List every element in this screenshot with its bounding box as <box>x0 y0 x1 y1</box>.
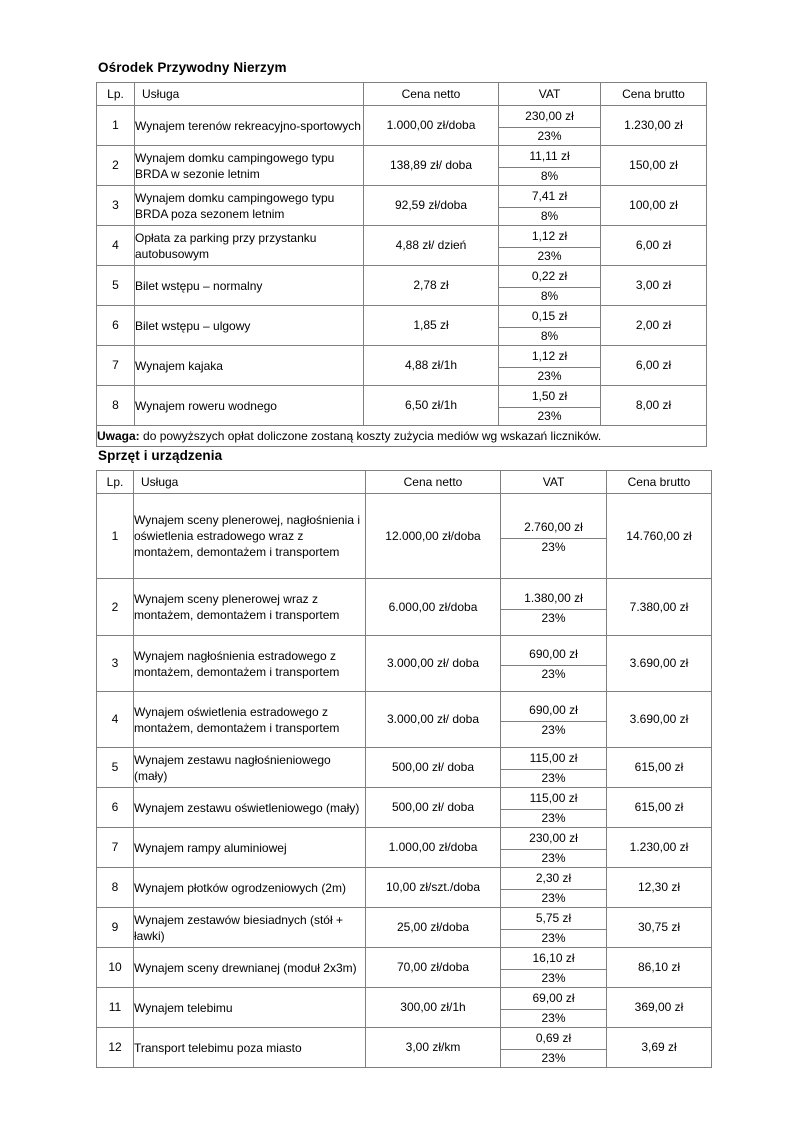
cell-usluga: Wynajem zestawu nagłośnieniowego (mały) <box>134 748 366 788</box>
table-row <box>97 346 707 386</box>
column-header-vat: VAT <box>501 471 607 494</box>
cell-vat-rate: 8% <box>540 329 559 343</box>
cell-vat-rate: 23% <box>537 129 562 143</box>
cell-vat-amount: 690,00 zł <box>501 644 606 666</box>
cell-vat-amount: 0,69 zł <box>501 1028 606 1050</box>
table-note <box>97 426 707 447</box>
cell-vat-amount: 5,75 zł <box>501 908 606 930</box>
section-sprzet-i-urzadzenia <box>96 448 711 1068</box>
cell-usluga: Wynajem rampy aluminiowej <box>134 828 366 868</box>
cell-lp: 6 <box>97 788 134 828</box>
cell-lp: 6 <box>97 306 135 346</box>
cell-usluga: Wynajem telebimu <box>134 988 366 1028</box>
cell-lp: 11 <box>97 988 134 1028</box>
cell-vat <box>501 788 607 828</box>
cell-vat-amount: 230,00 zł <box>499 106 600 128</box>
table-row <box>97 788 712 828</box>
cell-cena-brutto: 8,00 zł <box>601 386 707 426</box>
cell-cena-netto: 500,00 zł/ doba <box>366 748 501 788</box>
cell-cena-netto: 1.000,00 zł/doba <box>366 828 501 868</box>
table-row <box>97 186 707 226</box>
table-row <box>97 908 712 948</box>
cell-usluga: Wynajem płotków ogrodzeniowych (2m) <box>134 868 366 908</box>
cell-vat <box>499 306 601 346</box>
cell-vat-rate: 8% <box>540 209 559 223</box>
table-row <box>97 748 712 788</box>
cell-vat <box>501 1028 607 1068</box>
cell-cena-netto: 6,50 zł/1h <box>364 386 499 426</box>
table-row <box>97 692 712 748</box>
cell-lp: 1 <box>97 494 134 579</box>
cell-usluga: Bilet wstępu – normalny <box>135 266 364 306</box>
column-header-cena-brutto: Cena brutto <box>607 471 712 494</box>
cell-lp: 7 <box>97 828 134 868</box>
cell-cena-brutto: 6,00 zł <box>601 226 707 266</box>
cell-vat-amount: 230,00 zł <box>501 828 606 850</box>
price-table-osrodek <box>96 82 707 447</box>
cell-vat-amount: 0,22 zł <box>499 266 600 288</box>
cell-vat-rate: 23% <box>541 610 566 625</box>
cell-vat <box>501 988 607 1028</box>
cell-vat <box>501 828 607 868</box>
cell-cena-brutto: 150,00 zł <box>601 146 707 186</box>
table-row <box>97 828 712 868</box>
cell-lp: 5 <box>97 748 134 788</box>
cell-cena-netto: 500,00 zł/ doba <box>366 788 501 828</box>
cell-vat-rate: 23% <box>541 771 566 785</box>
cell-cena-brutto: 12,30 zł <box>607 868 712 908</box>
price-table-sprzet <box>96 470 712 1068</box>
cell-cena-netto: 300,00 zł/1h <box>366 988 501 1028</box>
section-osrodek-przywodny-nierzym <box>96 60 706 447</box>
cell-lp: 8 <box>97 868 134 908</box>
cell-usluga: Wynajem sceny drewnianej (moduł 2x3m) <box>134 948 366 988</box>
cell-usluga: Wynajem domku campingowego typu BRDA w sezonie letnim <box>135 146 364 186</box>
cell-vat <box>499 186 601 226</box>
cell-vat-rate: 23% <box>541 667 566 681</box>
cell-vat-amount: 1,12 zł <box>499 346 600 368</box>
cell-cena-netto: 4,88 zł/1h <box>364 346 499 386</box>
cell-vat <box>499 386 601 426</box>
cell-vat-amount: 690,00 zł <box>501 700 606 722</box>
cell-vat-rate: 23% <box>541 971 566 985</box>
cell-vat-rate: 23% <box>541 539 566 554</box>
cell-vat-amount: 1,12 zł <box>499 226 600 248</box>
column-header-cena-brutto: Cena brutto <box>601 83 707 106</box>
cell-cena-netto: 1,85 zł <box>364 306 499 346</box>
cell-lp: 3 <box>97 186 135 226</box>
cell-cena-brutto: 3,00 zł <box>601 266 707 306</box>
cell-cena-brutto: 86,10 zł <box>607 948 712 988</box>
cell-lp: 4 <box>97 226 135 266</box>
cell-cena-netto: 2,78 zł <box>364 266 499 306</box>
column-header-vat: VAT <box>499 83 601 106</box>
table-row <box>97 636 712 692</box>
cell-usluga: Wynajem sceny plenerowej, nagłośnienia i oświetlenia estradowego wraz z montażem, demontażem i transportem <box>134 494 366 579</box>
cell-cena-brutto: 2,00 zł <box>601 306 707 346</box>
cell-cena-netto: 1.000,00 zł/doba <box>364 106 499 146</box>
cell-usluga: Wynajem roweru wodnego <box>135 386 364 426</box>
table-row <box>97 948 712 988</box>
cell-vat-amount: 7,41 zł <box>499 186 600 208</box>
cell-vat-rate: 23% <box>537 249 562 263</box>
note-text: do powyższych opłat doliczone zostaną koszty zużycia mediów wg wskazań liczników. <box>139 429 602 443</box>
cell-lp: 3 <box>97 636 134 692</box>
cell-usluga: Transport telebimu poza miasto <box>134 1028 366 1068</box>
column-header-cena-netto: Cena netto <box>366 471 501 494</box>
cell-vat <box>499 146 601 186</box>
cell-cena-netto: 6.000,00 zł/doba <box>366 579 501 636</box>
cell-vat <box>501 636 607 692</box>
cell-vat <box>499 226 601 266</box>
cell-vat <box>501 494 607 579</box>
cell-lp: 5 <box>97 266 135 306</box>
table-row <box>97 266 707 306</box>
cell-vat-amount: 69,00 zł <box>501 988 606 1010</box>
table-row <box>97 306 707 346</box>
cell-cena-brutto: 7.380,00 zł <box>607 579 712 636</box>
cell-vat-rate: 8% <box>540 289 559 303</box>
cell-cena-brutto: 369,00 zł <box>607 988 712 1028</box>
cell-vat-rate: 23% <box>541 811 566 825</box>
cell-cena-netto: 92,59 zł/doba <box>364 186 499 226</box>
table-note-row <box>97 426 707 447</box>
cell-cena-brutto: 615,00 zł <box>607 748 712 788</box>
cell-usluga: Wynajem sceny plenerowej wraz z montażem, demontażem i transportem <box>134 579 366 636</box>
cell-lp: 2 <box>97 579 134 636</box>
cell-vat <box>501 579 607 636</box>
table-row <box>97 494 712 579</box>
note-label: Uwaga: <box>97 429 140 443</box>
cell-vat <box>501 908 607 948</box>
cell-cena-netto: 3.000,00 zł/ doba <box>366 636 501 692</box>
cell-cena-netto: 70,00 zł/doba <box>366 948 501 988</box>
cell-lp: 10 <box>97 948 134 988</box>
table-row <box>97 579 712 636</box>
column-header-lp: Lp. <box>97 83 135 106</box>
cell-vat-amount: 115,00 zł <box>501 788 606 810</box>
table-row <box>97 988 712 1028</box>
cell-vat-rate: 23% <box>537 409 562 423</box>
cell-vat-amount: 2.760,00 zł <box>501 517 606 539</box>
table-row <box>97 1028 712 1068</box>
cell-vat-amount: 1.380,00 zł <box>501 588 606 610</box>
cell-vat-rate: 23% <box>541 1051 566 1065</box>
cell-vat <box>501 692 607 748</box>
cell-vat-rate: 23% <box>541 851 566 865</box>
cell-cena-brutto: 6,00 zł <box>601 346 707 386</box>
cell-cena-brutto: 3.690,00 zł <box>607 692 712 748</box>
cell-cena-netto: 25,00 zł/doba <box>366 908 501 948</box>
cell-vat-rate: 23% <box>541 931 566 945</box>
cell-vat-amount: 16,10 zł <box>501 948 606 970</box>
cell-cena-brutto: 100,00 zł <box>601 186 707 226</box>
column-header-lp: Lp. <box>97 471 134 494</box>
cell-vat <box>499 266 601 306</box>
cell-usluga: Wynajem kajaka <box>135 346 364 386</box>
cell-usluga: Opłata za parking przy przystanku autobusowym <box>135 226 364 266</box>
cell-cena-brutto: 30,75 zł <box>607 908 712 948</box>
section-title-1: Ośrodek Przywodny Nierzym <box>98 60 287 75</box>
table-row <box>97 106 707 146</box>
cell-vat-amount: 115,00 zł <box>501 748 606 770</box>
cell-vat-rate: 23% <box>541 723 566 737</box>
cell-usluga: Wynajem terenów rekreacyjno-sportowych <box>135 106 364 146</box>
cell-cena-brutto: 615,00 zł <box>607 788 712 828</box>
cell-vat-rate: 23% <box>537 369 562 383</box>
cell-usluga: Bilet wstępu – ulgowy <box>135 306 364 346</box>
cell-cena-brutto: 14.760,00 zł <box>607 494 712 579</box>
cell-vat-rate: 23% <box>541 891 566 905</box>
cell-usluga: Wynajem domku campingowego typu BRDA poza sezonem letnim <box>135 186 364 226</box>
cell-vat-amount: 1,50 zł <box>499 386 600 408</box>
cell-cena-netto: 4,88 zł/ dzień <box>364 226 499 266</box>
cell-vat-rate: 23% <box>541 1011 566 1025</box>
cell-usluga: Wynajem nagłośnienia estradowego z montażem, demontażem i transportem <box>134 636 366 692</box>
cell-cena-netto: 3,00 zł/km <box>366 1028 501 1068</box>
cell-cena-netto: 10,00 zł/szt./doba <box>366 868 501 908</box>
cell-usluga: Wynajem oświetlenia estradowego z montażem, demontażem i transportem <box>134 692 366 748</box>
column-header-usluga: Usługa <box>134 471 366 494</box>
cell-cena-brutto: 3,69 zł <box>607 1028 712 1068</box>
column-header-cena-netto: Cena netto <box>364 83 499 106</box>
cell-lp: 9 <box>97 908 134 948</box>
cell-vat-amount: 11,11 zł <box>499 146 600 168</box>
cell-usluga: Wynajem zestawów biesiadnych (stół + ławki) <box>134 908 366 948</box>
cell-lp: 1 <box>97 106 135 146</box>
cell-lp: 4 <box>97 692 134 748</box>
table-row <box>97 226 707 266</box>
cell-vat <box>501 948 607 988</box>
cell-cena-netto: 12.000,00 zł/doba <box>366 494 501 579</box>
cell-lp: 12 <box>97 1028 134 1068</box>
cell-lp: 2 <box>97 146 135 186</box>
cell-vat-amount: 0,15 zł <box>499 306 600 328</box>
cell-cena-brutto: 1.230,00 zł <box>607 828 712 868</box>
column-header-usluga: Usługa <box>135 83 364 106</box>
cell-cena-netto: 138,89 zł/ doba <box>364 146 499 186</box>
cell-cena-brutto: 3.690,00 zł <box>607 636 712 692</box>
table-header-row <box>97 471 712 494</box>
cell-vat <box>501 748 607 788</box>
section-title-2: Sprzęt i urządzenia <box>98 448 223 463</box>
table-row <box>97 386 707 426</box>
cell-cena-netto: 3.000,00 zł/ doba <box>366 692 501 748</box>
cell-usluga: Wynajem zestawu oświetleniowego (mały) <box>134 788 366 828</box>
table-header-row <box>97 83 707 106</box>
table-row <box>97 868 712 908</box>
cell-vat-amount: 2,30 zł <box>501 868 606 890</box>
cell-lp: 8 <box>97 386 135 426</box>
cell-vat <box>499 106 601 146</box>
cell-lp: 7 <box>97 346 135 386</box>
table-row <box>97 146 707 186</box>
cell-vat <box>499 346 601 386</box>
cell-cena-brutto: 1.230,00 zł <box>601 106 707 146</box>
cell-vat <box>501 868 607 908</box>
cell-vat-rate: 8% <box>540 169 559 183</box>
